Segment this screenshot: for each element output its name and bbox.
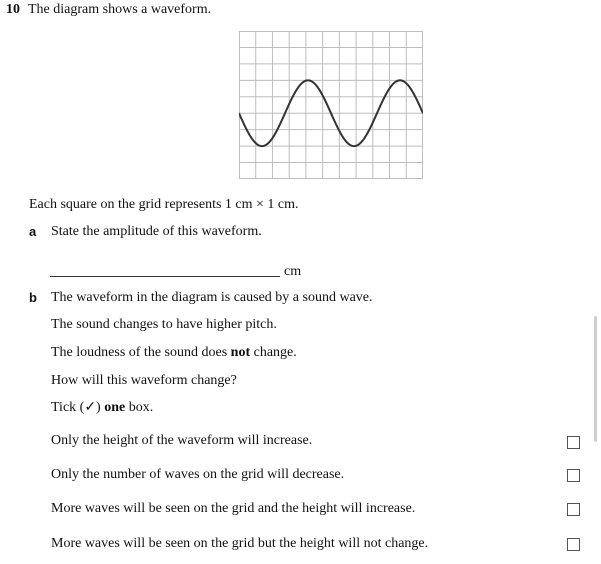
part-b-pitch-line: The sound changes to have higher pitch. [51,317,277,332]
option-text: Only the height of the waveform will increase. [51,433,313,448]
part-a-question: State the amplitude of this waveform. [51,224,262,239]
option-4-checkbox[interactable] [567,538,580,551]
part-a-label: a [29,224,37,239]
tick-text-end: box. [125,400,154,415]
loudness-text-end: change. [250,345,297,360]
option-1-checkbox[interactable] [567,436,580,449]
part-a-unit: cm [284,264,302,279]
part-b-intro: The waveform in the diagram is caused by a sound wave. [51,290,373,305]
tick-text-start: Tick (✓) [51,400,105,415]
grid [239,31,423,179]
question-number: 10 [6,2,20,17]
loudness-text-start: The loudness of the sound does [51,345,231,360]
option-2-checkbox[interactable] [567,469,580,482]
part-b-question: How will this waveform change? [51,373,237,388]
tick-instruction [51,400,153,416]
vertical-scrollbar[interactable] [594,316,597,442]
waveform-diagram [239,31,423,179]
amplitude-answer-line[interactable] [50,276,280,277]
option-text: Only the number of waves on the grid will decrease. [51,467,345,482]
grid-scale-info: Each square on the grid represents 1 cm × 1 cm. [29,197,299,212]
option-text: More waves will be seen on the grid but the height will not change. [51,536,429,551]
option-text: More waves will be seen on the grid and the height will increase. [51,501,416,516]
tick-one-emphasis: one [104,400,126,415]
option-3-checkbox[interactable] [567,503,580,516]
loudness-not-emphasis: not [230,345,251,360]
part-b-loudness-line [51,345,297,361]
part-b-label: b [29,290,37,305]
question-stem: The diagram shows a waveform. [28,2,212,17]
